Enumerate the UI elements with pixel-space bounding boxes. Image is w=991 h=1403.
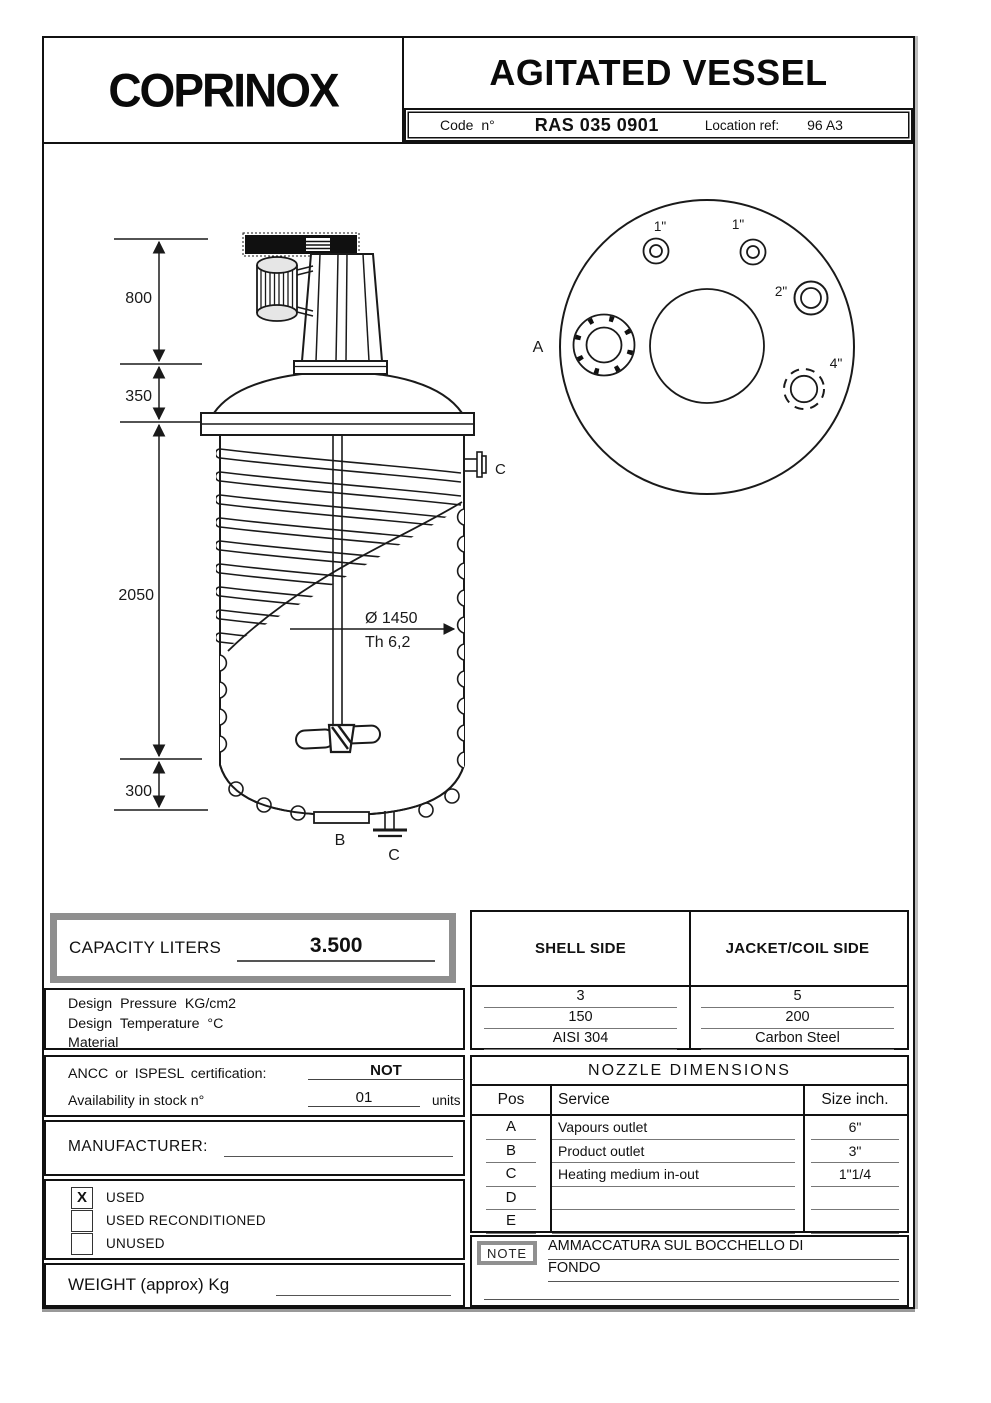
pos-column-header: Pos	[497, 1091, 525, 1108]
capacity-value: 3.500	[237, 934, 435, 962]
unused-label: UNUSED	[106, 1236, 165, 1251]
top-view-a-label: A	[532, 339, 544, 356]
nozzle-c-bottom-label: C	[388, 847, 400, 864]
nozzle-1in-left-label: 1"	[653, 219, 667, 234]
stock-units-label: units	[432, 1093, 461, 1108]
nozzle-service: Product outlet	[552, 1140, 795, 1164]
dim-350-label: 350	[125, 388, 152, 405]
size-column-header: Size inch.	[821, 1091, 889, 1108]
table-row	[472, 1140, 907, 1164]
used-label: USED	[106, 1190, 145, 1205]
nozzle-size: 3"	[811, 1140, 899, 1164]
nozzle-c-side-label: C	[495, 461, 506, 478]
nozzle-table-header	[472, 1086, 907, 1116]
jacket-side-header: JACKET/COIL SIDE	[725, 940, 870, 957]
logo-cell	[44, 38, 404, 142]
impeller	[296, 725, 381, 752]
shell-pressure-value: 3	[484, 987, 677, 1008]
diameter-label: Ø 1450	[365, 610, 418, 627]
weight-box	[44, 1263, 465, 1307]
half-coil	[216, 449, 461, 666]
dimension-chain	[114, 239, 208, 810]
weight-label: WEIGHT (approx) Kg	[68, 1275, 230, 1294]
shell-material-value: AISI 304	[484, 1029, 677, 1050]
stock-label: Availability in stock n°	[68, 1093, 205, 1109]
note-blank-line	[484, 1289, 899, 1300]
material-label: Material	[68, 1035, 119, 1051]
jacket-pressure-value: 5	[701, 987, 894, 1008]
agitator-drive	[243, 233, 382, 361]
title-cell	[404, 38, 913, 142]
code-strip	[404, 108, 913, 142]
vessel-front-view	[201, 361, 506, 864]
used-reconditioned-label: USED RECONDITIONED	[106, 1213, 266, 1228]
nozzle-size	[811, 1187, 899, 1211]
note-line-2: FONDO	[548, 1260, 899, 1282]
weight-blank-line	[276, 1295, 451, 1296]
used-reconditioned-checkbox	[71, 1210, 93, 1232]
table-row	[472, 1116, 907, 1140]
jacket-material-value: Carbon Steel	[701, 1029, 894, 1050]
design-pressure-label: Design Pressure KG/cm2	[68, 996, 237, 1012]
nozzle-service: Vapours outlet	[552, 1116, 795, 1140]
page-title: AGITATED VESSEL	[489, 52, 828, 93]
column-divider	[689, 912, 691, 1048]
nozzle-c-side	[465, 452, 486, 477]
nozzle-size: 6"	[811, 1116, 899, 1140]
note-line-1: AMMACCATURA SUL BOCCHELLO DI	[548, 1238, 899, 1260]
code-value: RAS 035 0901	[534, 114, 659, 135]
table-row	[472, 1187, 907, 1211]
vessel-drawing	[44, 142, 913, 910]
design-temperature-label: Design Temperature °C	[68, 1015, 224, 1032]
column-divider	[550, 1084, 552, 1231]
nozzle-service: Heating medium in-out	[552, 1163, 795, 1187]
table-row	[472, 1163, 907, 1187]
nozzle-service	[552, 1187, 795, 1211]
nozzle-4in	[784, 369, 824, 409]
condition-row-used	[46, 1186, 463, 1209]
location-ref-value: 96 A3	[807, 117, 843, 133]
nozzle-dimensions-table	[470, 1055, 909, 1233]
stock-value: 01	[308, 1089, 420, 1107]
datasheet-page	[42, 36, 915, 1309]
nozzle-1in-right-label: 1"	[731, 217, 745, 232]
column-divider	[803, 1084, 805, 1231]
nozzle-a-flange	[572, 313, 635, 376]
nozzle-c-bottom	[373, 811, 407, 836]
used-checkbox: X	[71, 1187, 93, 1209]
condition-box	[44, 1179, 465, 1260]
manufacturer-blank-line	[224, 1156, 453, 1157]
dim-800-label: 800	[125, 290, 152, 307]
nozzle-pos: C	[486, 1163, 536, 1187]
nozzle-2in-label: 2"	[774, 284, 788, 299]
nozzle-b-bottom	[314, 812, 369, 823]
manufacturer-box	[44, 1120, 465, 1176]
table-row	[472, 1210, 907, 1234]
capacity-box	[50, 913, 456, 983]
vessel-top-view	[533, 200, 854, 494]
agitator-shaft	[333, 435, 342, 726]
service-column-header: Service	[558, 1091, 610, 1108]
dim-2050-label: 2050	[118, 587, 154, 604]
capacity-label: CAPACITY LITERS	[69, 938, 222, 957]
company-logo: COPRINOX	[108, 63, 338, 117]
nozzle-2in	[795, 282, 828, 315]
code-label: Code n°	[440, 117, 495, 133]
shell-side-header: SHELL SIDE	[534, 940, 627, 957]
nozzle-1in-left	[644, 239, 669, 264]
design-data-box	[44, 988, 465, 1050]
unused-checkbox	[71, 1233, 93, 1255]
thickness-label: Th 6,2	[365, 634, 411, 651]
shell-jacket-table	[470, 910, 909, 1050]
nozzle-pos: A	[486, 1116, 536, 1140]
nozzle-pos: B	[486, 1140, 536, 1164]
nozzle-b-label: B	[334, 832, 346, 849]
condition-row-reconditioned	[46, 1209, 463, 1232]
manufacturer-label: MANUFACTURER:	[68, 1138, 208, 1155]
note-box	[470, 1235, 909, 1307]
nozzle-1in-right	[741, 240, 766, 265]
certification-label: ANCC or ISPESL certification:	[68, 1066, 267, 1082]
dim-300-label: 300	[125, 783, 152, 800]
certification-value: NOT	[308, 1062, 464, 1080]
location-ref-label: Location ref:	[704, 117, 780, 133]
condition-row-unused	[46, 1232, 463, 1255]
nozzle-4in-label: 4"	[829, 355, 843, 371]
nozzle-size	[811, 1210, 899, 1234]
shell-temperature-value: 150	[484, 1008, 677, 1029]
nozzle-pos: D	[486, 1187, 536, 1211]
nozzle-service	[552, 1210, 795, 1234]
nozzle-size: 1"1/4	[811, 1163, 899, 1187]
motor	[257, 257, 313, 321]
jacket-temperature-value: 200	[701, 1008, 894, 1029]
nozzle-pos: E	[486, 1210, 536, 1234]
note-tag: NOTE	[477, 1241, 537, 1265]
nozzle-table-title: NOZZLE DIMENSIONS	[472, 1057, 907, 1086]
certification-box	[44, 1055, 465, 1117]
